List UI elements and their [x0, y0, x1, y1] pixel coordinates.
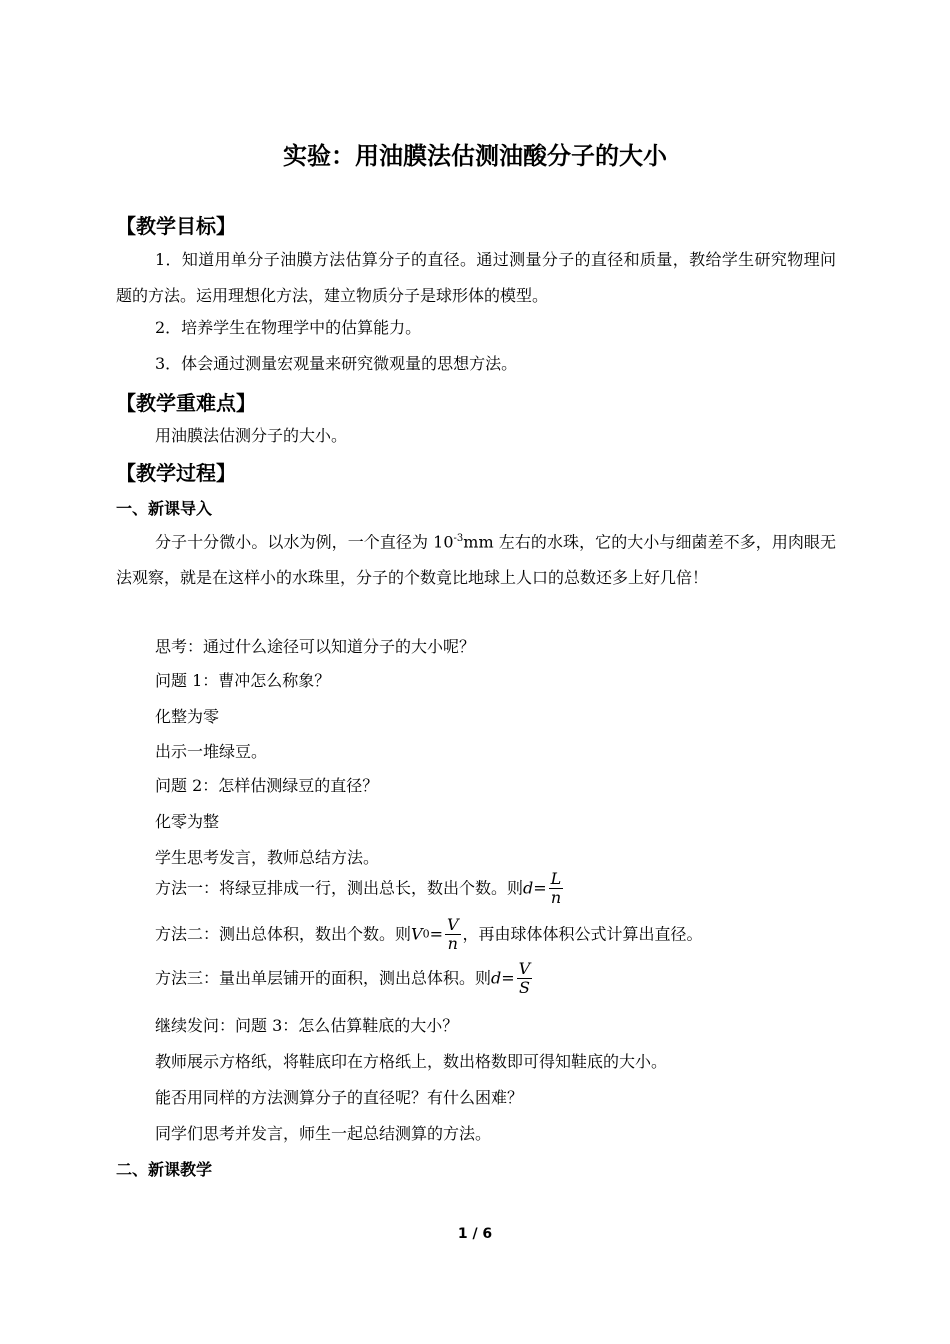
line-can-measure: 能否用同样的方法测算分子的直径呢？有什么困难？	[155, 1088, 524, 1107]
part2-heading: 二、新课教学	[116, 1160, 213, 1179]
goals-item-2: 2．培养学生在物理学中的估算能力。	[155, 318, 422, 337]
goals-heading: 【教学目标】	[116, 214, 236, 238]
line-parts-to-whole: 化零为整	[155, 812, 220, 831]
line-grid-paper: 教师展示方格纸，将鞋底印在方格纸上，数出格数即可得知鞋底的大小。	[155, 1052, 668, 1071]
page-title: 实验：用油膜法估测油酸分子的大小	[283, 142, 667, 170]
line-whole-to-parts: 化整为零	[155, 707, 220, 726]
formula-lhs: d	[523, 878, 534, 898]
method-3: 方法三：量出单层铺开的面积，测出总体积。则d= $\frac{V}{S}$	[155, 959, 531, 997]
process-heading: 【教学过程】	[116, 461, 236, 485]
fraction: $\frac{V}{n}$	[446, 915, 459, 953]
fraction: $\frac{V}{S}$	[518, 959, 531, 997]
line-summary: 学生思考发言，教师总结方法。	[155, 848, 380, 867]
question-2: 问题 2：怎样估测绿豆的直径？	[155, 776, 379, 795]
line-discuss: 同学们思考并发言，师生一起总结测算的方法。	[155, 1124, 492, 1143]
fraction: $\frac{L}{n}$	[550, 869, 562, 907]
question-1: 问题 1：曹冲怎么称象？	[155, 671, 331, 690]
page-number: 1 / 6	[457, 1226, 493, 1242]
key-points-text: 用油膜法估测分子的大小。	[155, 426, 348, 445]
question-3: 继续发问：问题 3：怎么估算鞋底的大小？	[155, 1016, 459, 1035]
part1-intro-paragraph: 分子十分微小。以水为例，一个直径为 $10^{-3}mm$ 左右的水珠，它的大小与细菌差不多，用肉眼无法观察，就是在这样小的水珠里，分子的个数竟比地球上人口的总数还多上好几倍！	[116, 532, 836, 588]
line-show-beans: 出示一堆绿豆。	[155, 742, 268, 761]
formula-lhs: V	[411, 924, 423, 944]
formula-lhs: d	[491, 968, 502, 988]
goals-item-1: 1．知道用单分子油膜方法估算分子的直径。通过测量分子的直径和质量，教给学生研究物理问题的方法。运用理想化方法，建立物质分子是球形体的模型。	[116, 250, 836, 305]
part1-heading: 一、新课导入	[116, 499, 213, 518]
method-1: 方法一：将绿豆排成一行，测出总长，数出个数。则d= $\frac{L}{n}$	[155, 869, 562, 907]
key-points-heading: 【教学重难点】	[116, 391, 256, 415]
goals-item-3: 3．体会通过测量宏观量来研究微观量的思想方法。	[155, 354, 518, 373]
think-question: 思考：通过什么途径可以知道分子的大小呢？	[155, 637, 476, 656]
method-2: 方法二：测出总体积，数出个数。则V0= $\frac{V}{n}$ ，再由球体体积公式计算出直径。	[155, 915, 703, 953]
